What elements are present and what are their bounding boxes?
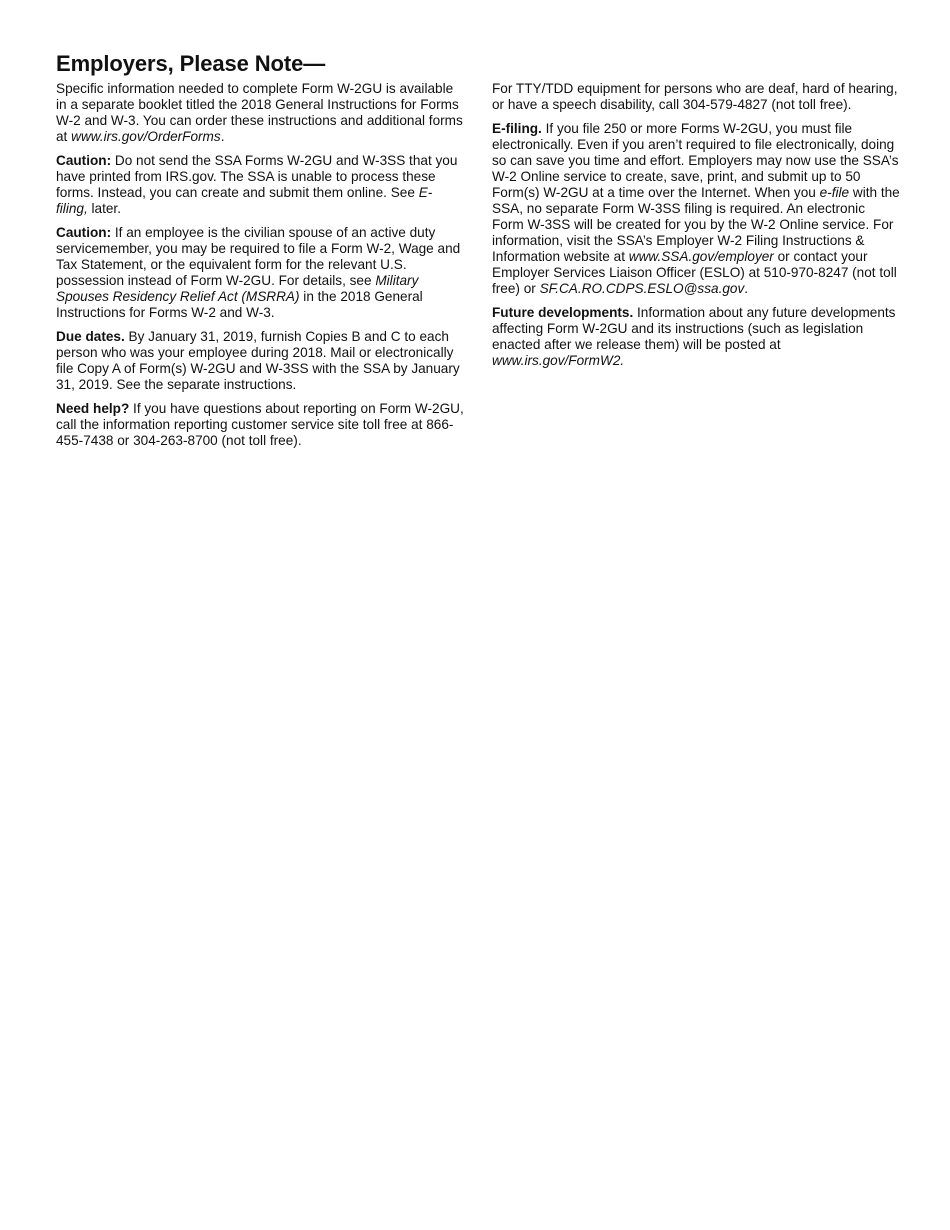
caution-text: Do not send the SSA Forms W-2GU and W-3SS that you have printed from IRS.gov. The SSA is unable to process these forms. Instead, you can create and submit them online. See <box>56 153 458 200</box>
efiling-text-1: If you file 250 or more Forms W-2GU, you must file electronically. Even if you aren’t required to file electronically, doing so can save you time and effort. Employers may now use the SSA’s W-2 Online service to create, save, print, and submit up to 50 Form(s) W-2GU at a time over the Internet. When you <box>492 121 899 200</box>
future-developments-text: Information about any future developments affecting Form W-2GU and its instructions (such as legislation enacted after we release them) will be posted at <box>492 305 896 352</box>
left-column <box>56 81 464 457</box>
intro-end: . <box>220 129 225 144</box>
msrra-reference: Military Spouses Residency Relief Act (MSRRA) <box>56 273 419 304</box>
due-dates-label: Due dates. <box>56 329 125 344</box>
efiling-text-3: or contact your Employer Services Liaison Officer (ESLO) at 510-970-8247 (not toll free) or <box>492 249 897 296</box>
need-help-paragraph <box>56 401 464 449</box>
caution-end: in the 2018 General Instructions for Forms W-2 and W-3. <box>56 289 423 320</box>
future-developments-paragraph <box>492 305 900 369</box>
caution-end: later. <box>87 201 121 216</box>
caution-text: If an employee is the civilian spouse of an active duty servicemember, you may be required to file a Form W-2, Wage and Tax Statement, or the equivalent form for the relevant U.S. possession instead of Form W-2GU. For details, see <box>56 225 461 288</box>
page-title: Employers, Please Note— <box>56 51 326 76</box>
future-developments-label: Future developments. <box>492 305 634 320</box>
efiling-label: E-filing. <box>492 121 542 136</box>
ssa-employer-link[interactable]: www.SSA.gov/employer <box>628 249 774 264</box>
efile-term: e-file <box>819 185 850 200</box>
due-dates-text: By January 31, 2019, furnish Copies B and C to each person who was your employee during 2018. Mail or electronically file Copy A of Form(s) W-2GU and W-3SS with the SSA by January 31, 2019. See the separate instructions. <box>56 329 460 392</box>
efiling-paragraph <box>492 121 900 297</box>
tty-paragraph <box>492 81 900 113</box>
need-help-text: If you have questions about reporting on Form W-2GU, call the information reporting customer service site toll free at 866-455-7438 or 304-263-8700 (not toll free). <box>56 401 464 448</box>
due-dates-paragraph <box>56 329 464 393</box>
caution-label: Caution: <box>56 225 112 240</box>
formw2-link[interactable]: www.irs.gov/FormW2. <box>492 353 625 368</box>
intro-text: Specific information needed to complete Form W-2GU is available in a separate booklet titled the 2018 General Instructions for Forms W-2 and W-3. You can order these instructions and additional forms at <box>56 81 463 144</box>
efiling-reference: E-filing, <box>56 185 433 216</box>
caution-paragraph-1 <box>56 153 464 217</box>
intro-paragraph <box>56 81 464 145</box>
need-help-label: Need help? <box>56 401 130 416</box>
caution-paragraph-2 <box>56 225 464 321</box>
caution-label: Caution: <box>56 153 112 168</box>
tty-text: For TTY/TDD equipment for persons who are deaf, hard of hearing, or have a speech disability, call 304-579-4827 (not toll free). <box>492 81 898 112</box>
efiling-text-2: with the SSA, no separate Form W-3SS filing is required. An electronic Form W-3SS will be created for you by the W-2 Online service. For information, visit the SSA’s Employer W-2 Filing Instructions & Information website at <box>492 185 900 264</box>
eslo-email-link[interactable]: SF.CA.RO.CDPS.ESLO@ssa.gov <box>539 281 745 296</box>
right-column <box>492 81 900 377</box>
efiling-end: . <box>744 281 749 296</box>
order-forms-link[interactable]: www.irs.gov/OrderForms <box>71 129 221 144</box>
